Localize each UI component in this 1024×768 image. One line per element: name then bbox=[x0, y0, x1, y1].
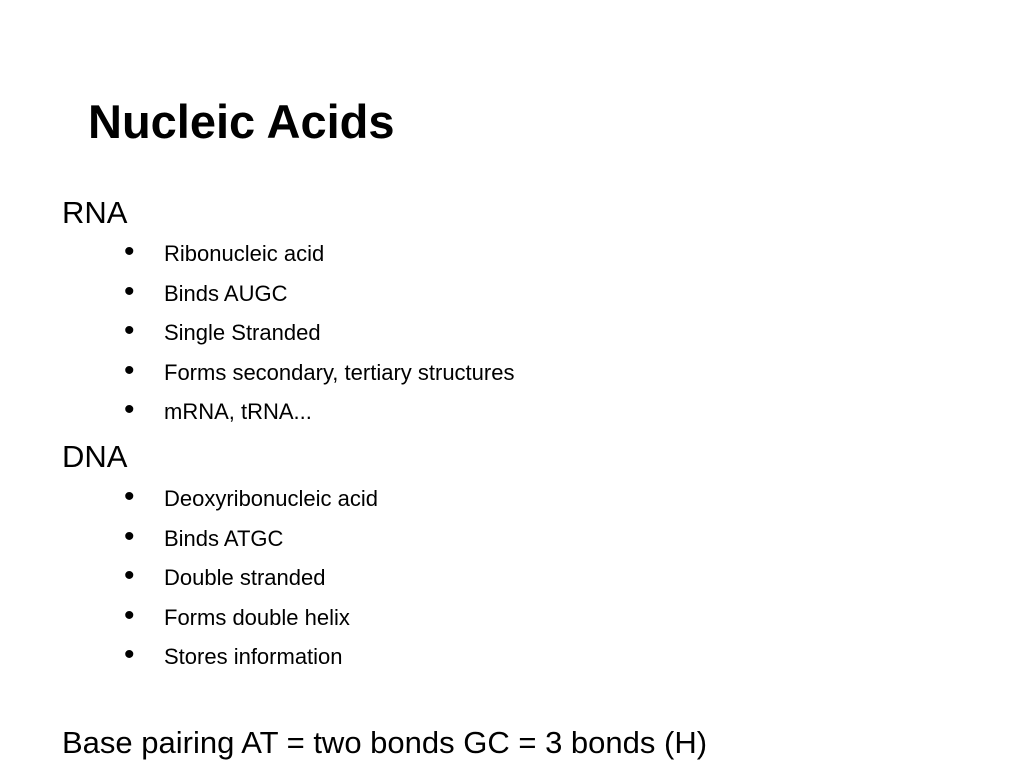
bullet-icon: • bbox=[124, 638, 135, 671]
list-item bbox=[0, 235, 900, 275]
bullet-icon: • bbox=[124, 480, 135, 513]
bullet-text: Forms double helix bbox=[164, 604, 350, 630]
bullet-icon: • bbox=[124, 559, 135, 592]
bullet-text: Deoxyribonucleic acid bbox=[164, 486, 378, 511]
bullet-icon: • bbox=[124, 353, 135, 387]
bullet-icon: • bbox=[124, 598, 135, 632]
base-pairing-note: Base pairing AT = two bonds GC = 3 bonds (H) bbox=[62, 725, 708, 760]
bullet-list-rna bbox=[0, 235, 900, 433]
list-item bbox=[0, 480, 900, 520]
list-item bbox=[0, 559, 900, 599]
section-heading-rna: RNA bbox=[62, 195, 128, 230]
bullet-text: Single Stranded bbox=[164, 320, 321, 345]
list-item bbox=[0, 393, 900, 433]
bullet-text: Double stranded bbox=[164, 565, 326, 590]
bullet-text: Ribonucleic acid bbox=[164, 241, 325, 266]
list-item bbox=[0, 354, 900, 394]
list-item bbox=[0, 599, 900, 639]
bullet-text: mRNA, tRNA... bbox=[164, 399, 312, 424]
section-heading-dna: DNA bbox=[62, 439, 128, 474]
slide-title: Nucleic Acids bbox=[88, 95, 395, 148]
bullet-icon: • bbox=[124, 235, 135, 268]
bullet-icon: • bbox=[124, 314, 135, 347]
bullet-text: Stores information bbox=[164, 644, 343, 669]
bullet-text: Forms secondary, tertiary structures bbox=[164, 359, 515, 385]
list-item bbox=[0, 314, 900, 354]
list-item bbox=[0, 275, 900, 315]
bullet-icon: • bbox=[124, 519, 135, 553]
bullet-icon: • bbox=[124, 393, 135, 426]
list-item bbox=[0, 520, 900, 560]
bullet-text: Binds AUGC bbox=[164, 280, 288, 306]
bullet-list-dna bbox=[0, 480, 900, 678]
bullet-icon: • bbox=[124, 274, 135, 308]
list-item bbox=[0, 638, 900, 678]
bullet-text: Binds ATGC bbox=[164, 525, 284, 551]
